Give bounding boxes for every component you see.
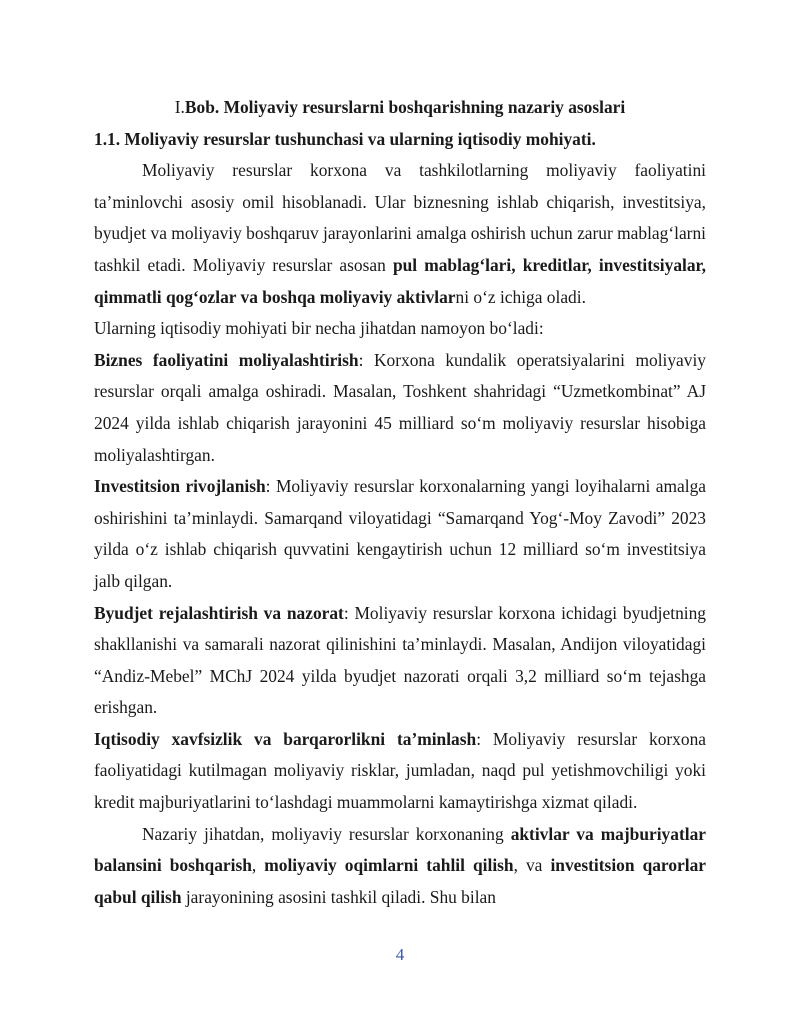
paragraph-theory [94,819,706,914]
list-item-text: : Korxona kundalik operatsiyalarini moliyaviy resurslar orqali amalga oshiradi. Masalan, Toshkent shahridagi “Uzmetkombinat” AJ 2024 yilda ishlab chiqarish jarayonini 45 milliard so‘m moliyaviy resurslar hisobiga moliyalashtirgan. [94,349,706,465]
chapter-prefix: I. [174,97,185,117]
paragraph-text: , va [513,855,551,876]
chapter-heading [94,92,706,124]
paragraph-lead-in: Ularning iqtisodiy mohiyati bir necha jihatdan namoyon bo‘ladi: [94,318,544,339]
section-title: 1.1. Moliyaviy resurslar tushunchasi va ularning iqtisodiy mohiyati. [94,128,596,149]
list-item-text: : Moliyaviy resurslar korxona faoliyatidagi kutilmagan moliyaviy risklar, jumladan, naqd pul yetishmovchiligi yoki kredit majburiyatlarini to‘lashdagi muammolarni kamaytirishga xizmat qiladi. [94,728,706,813]
list-item-text: : Moliyaviy resurslar korxonalarning yangi loyihalarni amalga oshirishini ta’minlaydi. Samarqand viloyatidagi “Samarqand Yog‘-Moy Zavodi” 2023 yilda o‘z ishlab chiqarish quvvatini kengaytirish uchun 12 milliard so‘m investitsiya jalb qilgan. [94,476,706,591]
paragraph-text: Moliyaviy resurslar korxona va tashkilotlarning moliyaviy faoliyatini ta’minlovchi asosiy omil hisoblanadi. Ular biznesning ishlab chiqarish, investitsiya, byudjet va moliyaviy boshqaruv jarayonlarini amalga oshirish uchun zarur mablag‘larni tashkil etadi. Moliyaviy resurslar asosan [94,160,706,275]
paragraph-text: jarayonining asosini tashkil qiladi. Shu bilan [181,886,496,907]
list-item-text: : Moliyaviy resurslar korxona ichidagi byudjetning shakllanishi va samarali nazorat qilinishini ta’minlaydi. Masalan, Andijon viloyatidagi “Andiz-Mebel” MChJ 2024 yilda byudjet nazorati orqali 3,2 milliard so‘m tejashga erishgan. [94,602,706,718]
list-item [94,598,706,724]
paragraph-bold-text: investitsion qarorlar qabul qilish [94,855,706,907]
list-item-term: Biznes faoliyatini moliyalashtirish [94,349,359,370]
list-item [94,345,706,471]
paragraph-bold-text: moliyaviy oqimlarni tahlil qilish [264,855,514,876]
paragraph-text: , [251,855,265,876]
list-item-term: Byudjet rejalashtirish va nazorat [94,602,344,623]
list-item-term: Iqtisodiy xavfsizlik va barqarorlikni ta’minlash [94,728,477,749]
paragraph-intro [94,155,706,313]
list-item-term: Investitsion rivojlanish [94,476,266,497]
paragraph-text: ni o‘z ichiga oladi. [455,286,586,307]
page-number: 4 [395,945,405,964]
list-item [94,471,706,597]
chapter-title: Bob. Moliyaviy resurslarni boshqarishning nazariy asoslari [184,97,626,117]
paragraph-text: Nazariy jihatdan, moliyaviy resurslar korxonaning [142,823,511,844]
list-item [94,724,706,819]
paragraph-bold-text: aktivlar va majburiyatlar balansini boshqarish [94,823,706,876]
paragraph-bold-text: pul mablag‘lari, kreditlar, investitsiyalar, qimmatli qog‘ozlar va boshqa moliyaviy aktivlar [94,254,707,307]
document-page [94,92,706,913]
